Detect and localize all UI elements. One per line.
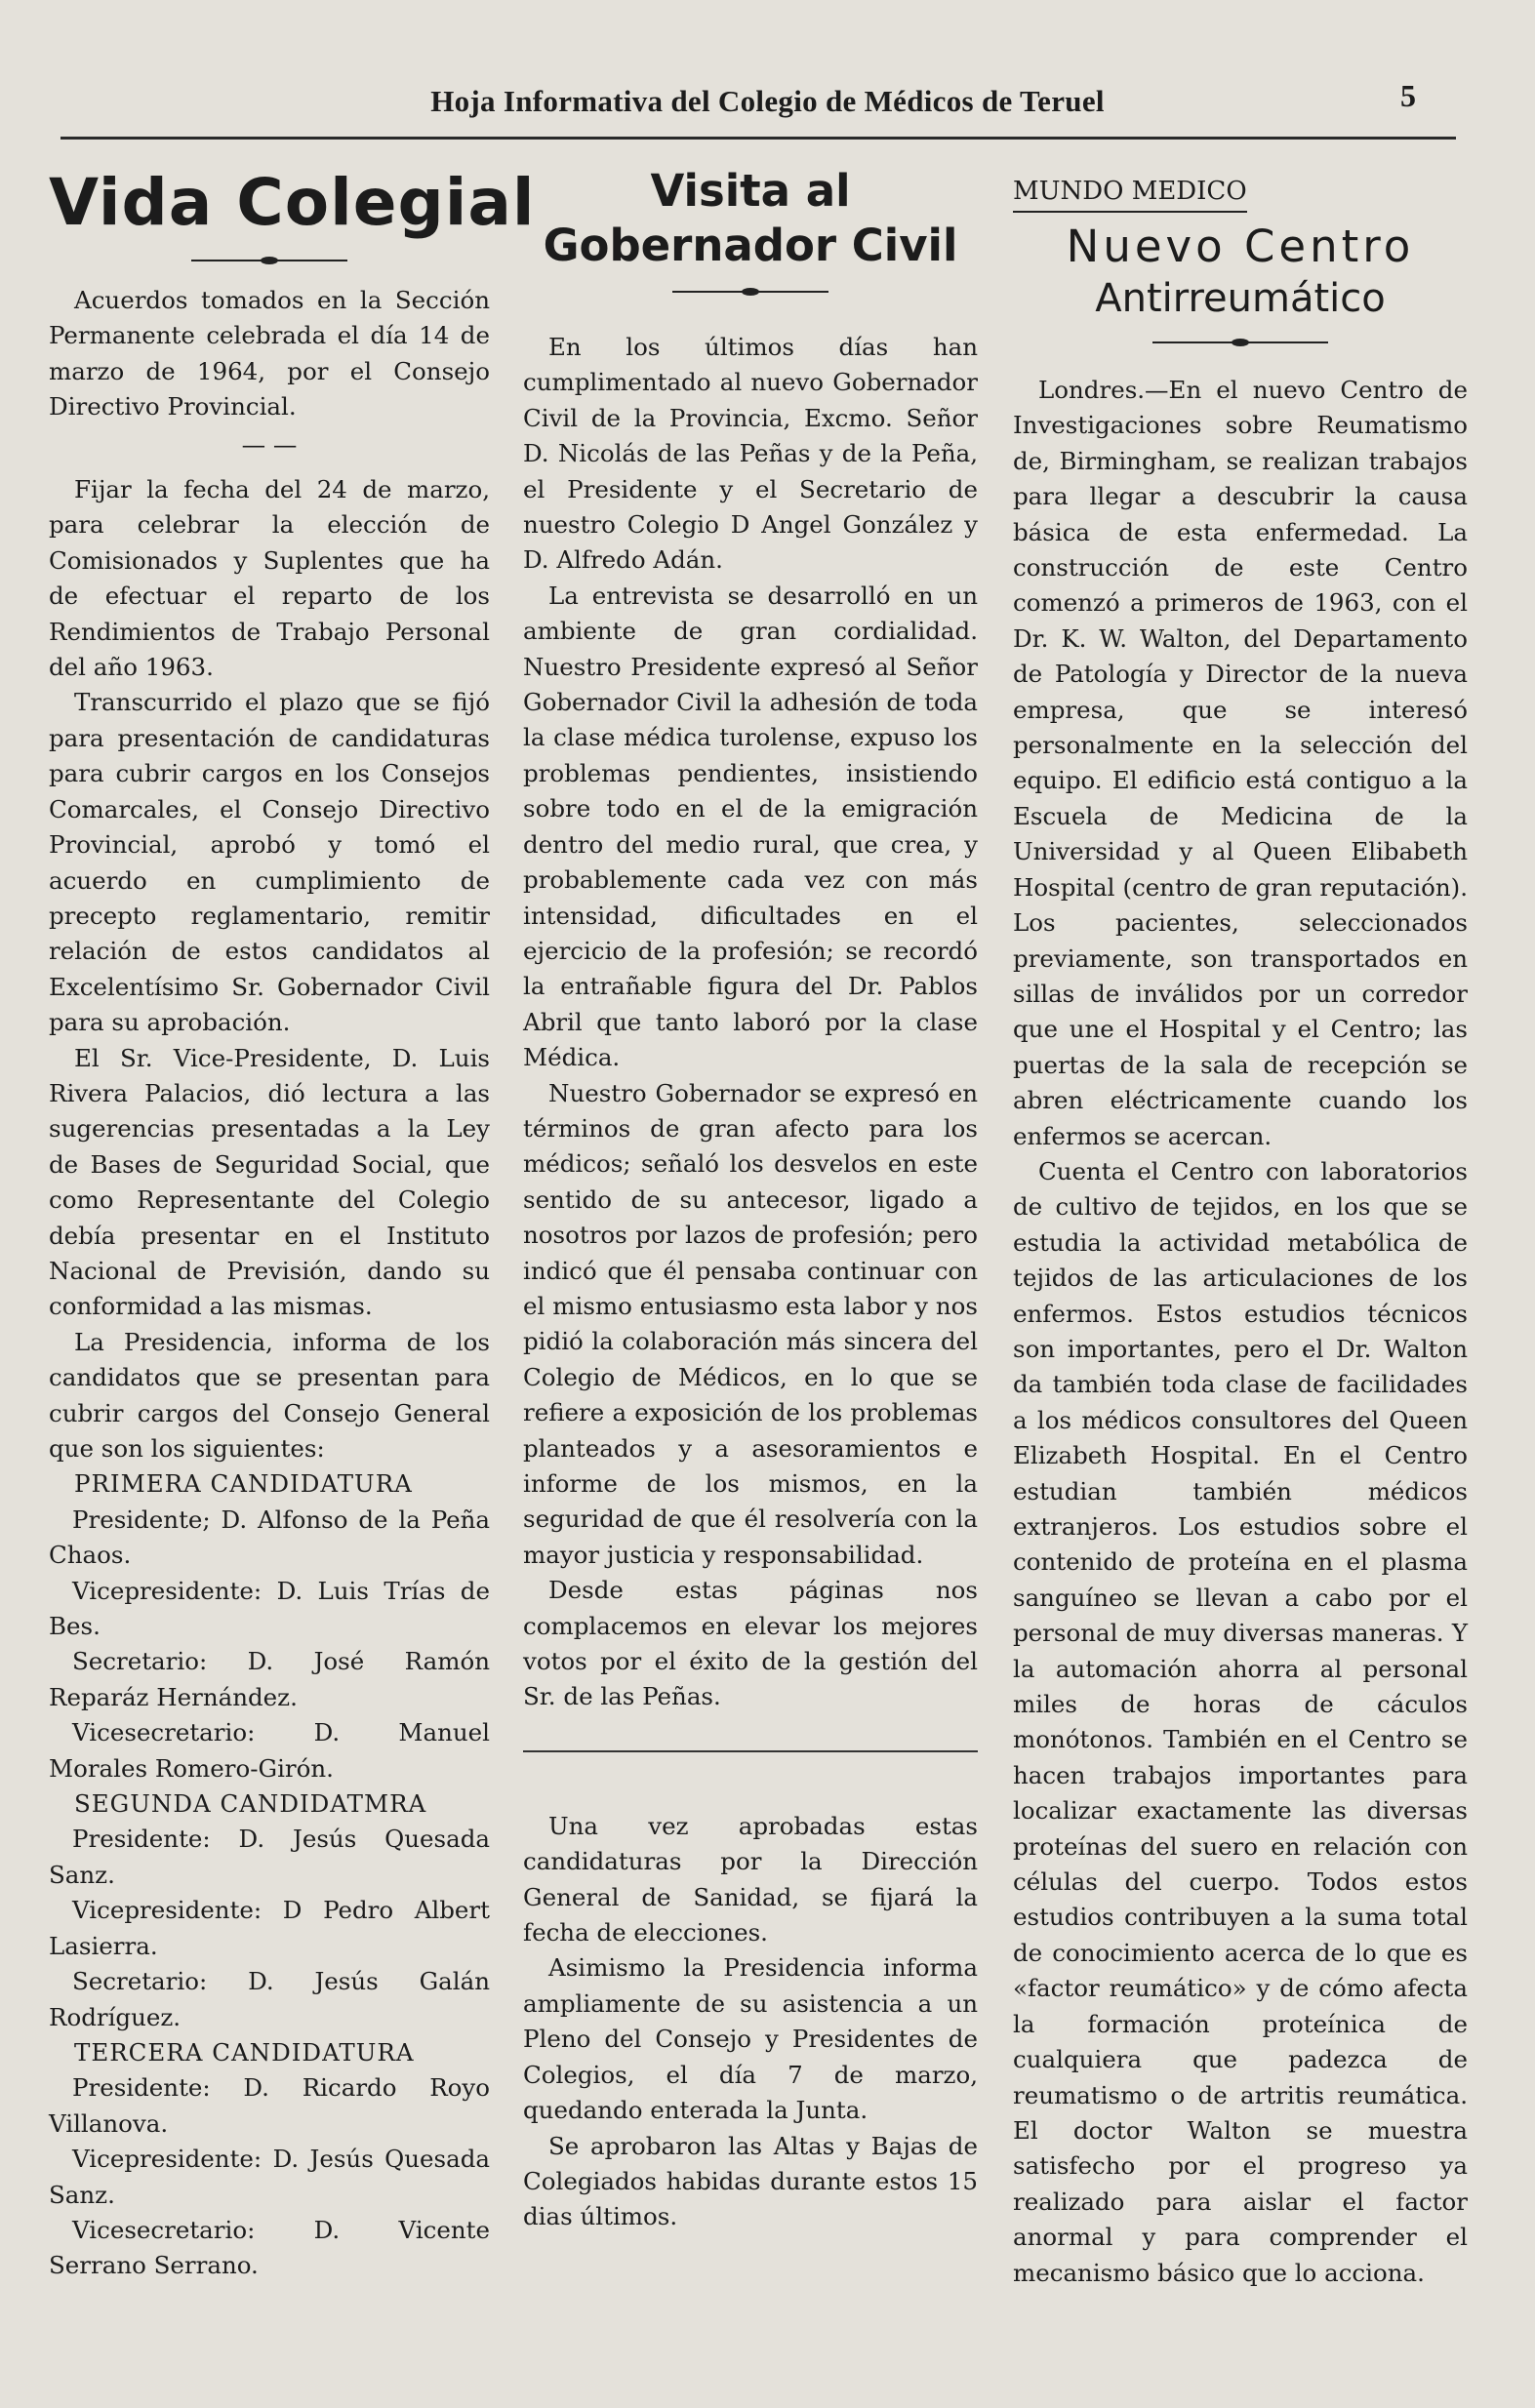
candidacy-heading: PRIMERA CANDIDATURA xyxy=(74,1469,413,1499)
page-number: 5 xyxy=(1400,78,1416,113)
column-vida-colegial xyxy=(49,164,536,2284)
paragraph: El Sr. Vice-Presidente, D. Luis Rivera Palacios, dió lectura a las sugerencias presentadas a la Ley de Bases de Seguridad Social, que como Representante del Colegio debía presentar en el Instituto Nacional de Previsión, dando su conformidad a las mismas. xyxy=(49,1043,490,1321)
candidate-entry: Presidente: D. Jesús Quesada Sanz. xyxy=(49,1825,490,1889)
paragraph: Fijar la fecha del 24 de marzo, para celebrar la elección de Comisionados y Suplentes que ha de efectuar el reparto de los Rendimientos de Trabajo Personal del año 1963. xyxy=(49,475,490,682)
paragraph: Se aprobaron las Altas y Bajas de Colegiados habidas durante estos 15 dias últimos. xyxy=(523,2131,978,2231)
section-rule xyxy=(523,1750,978,1752)
article-title: Vida Colegial xyxy=(49,165,536,240)
candidate-entry: Vicepresidente: D Pedro Albert Lasierra. xyxy=(49,1896,490,1960)
candidate-entry: Vicepresidente: D. Jesús Quesada Sanz. xyxy=(49,2145,490,2209)
section-label: MUNDO MEDICO xyxy=(1013,174,1247,213)
article-title-line1: Visita al xyxy=(650,165,851,217)
page-header xyxy=(0,76,1535,125)
candidate-entry: Presidente: D. Ricardo Royo Villanova. xyxy=(49,2073,490,2138)
paragraph: La Presidencia, informa de los candidatos que se presentan para cubrir cargos del Consejo General que son los siguientes: xyxy=(49,1327,490,1463)
paragraph: Transcurrido el plazo que se fijó para presentación de candidaturas para cubrir cargos en los Consejos Comarcales, el Consejo Directivo Provincial, aprobó y tomó el acuerdo en cumplimiento de precepto reglamentario, remitir relación de estos candidatos al Excelentísimo Sr. Gobernador Civil para su aprobación. xyxy=(49,688,490,1037)
candidate-entry: Vicesecretario: D. Vicente Serrano Serrano. xyxy=(49,2215,490,2280)
paragraph: La entrevista se desarrolló en un ambiente de gran cordialidad. Nuestro Presidente expresó al Señor Gobernador Civil la adhesión de toda la clase médica turolense, expuso los problemas pendientes, insistiendo sobre todo en el de la emigración dentro del medio rural, que crea, y probablemente cada vez con más intensidad, dificultades en el ejercicio de la profesión; se recordó la entrañable figura del Dr. Pablos Abril que tanto laboró por la clase Médica. xyxy=(523,581,978,1072)
article-title-line2: Gobernador Civil xyxy=(543,220,958,271)
paragraph: Nuestro Gobernador se expresó en términos de gran afecto para los médicos; señaló los desvelos en este sentido de su antecesor, ligado a nosotros por lazos de profesión; pero indicó que él pensaba continuar con el mismo entusiasmo esta labor y nos pidió la colaboración más sincera del Colegio de Médicos, en lo que se refiere a exposición de los problemas planteados y a asesoramientos e informe de los mismos, en la seguridad de que él resolvería con la mayor justicia y responsabilidad. xyxy=(523,1078,978,1569)
column-visita-gobernador xyxy=(523,164,978,2235)
candidacy-heading: SEGUNDA CANDIDATMRA xyxy=(74,1789,427,1819)
candidate-entry: Secretario: D. Jesús Galán Rodríguez. xyxy=(49,1967,490,2031)
candidate-entry: Presidente; D. Alfonso de la Peña Chaos. xyxy=(49,1505,490,1570)
candidacy-heading: TERCERA CANDIDATURA xyxy=(74,2037,415,2067)
separator: — — xyxy=(241,429,298,459)
ornament-divider xyxy=(191,256,347,265)
paragraph: Cuenta el Centro con laboratorios de cultivo de tejidos, en los que se estudia la actividad metabólica de tejidos de las articulaciones de los enfermos. Estos estudios técnicos son importantes, pero el Dr. Walton da también toda clase de facilidades a los médicos consultores del Queen Elizabeth Hospital. En el Centro estudian también médicos extranjeros. Los estudios sobre el contenido de proteína en el plasma sanguíneo se llevan a cabo por el personal de muy diversas maneras. Y la automación ahorra al personal miles de horas de cáculos monótonos. También en el Centro se hacen trabajos importantes para localizar exactamente las diversas proteínas del suero en relación con células del cuerpo. Todos estos estudios contribuyen a la suma total de conocimiento acerca de lo que es «factor reumático» y de cómo afecta la formación proteínica de cualquiera que padezca de reumatismo o de artritis reumática. El doctor Walton se muestra satisfecho por el progreso ya realizado para aislar el factor anormal y para comprender el mecanismo básico que lo acciona. xyxy=(1013,1156,1468,2287)
intro-paragraph: Acuerdos tomados en la Sección Permanente celebrada el día 14 de marzo de 1964, por el Consejo Directivo Provincial. xyxy=(49,286,490,421)
paragraph: En los últimos días han cumplimentado al nuevo Gobernador Civil de la Provincia, Excmo. Señor D. Nicolás de las Peñas y de la Peña, el Presidente y el Secretario de nuestro Colegio D Angel González y D. Alfredo Adán. xyxy=(523,333,978,575)
candidate-entry: Vicesecretario: D. Manuel Morales Romero-Girón. xyxy=(49,1718,490,1783)
candidate-entry: Secretario: D. José Ramón Reparáz Hernández. xyxy=(49,1647,490,1711)
column-mundo-medico xyxy=(1013,164,1468,2291)
paragraph: Una vez aprobadas estas candidaturas por la Dirección General de Sanidad, se fijará la fecha de elecciones. xyxy=(523,1811,978,1947)
candidate-entry: Vicepresidente: D. Luis Trías de Bes. xyxy=(49,1576,490,1641)
article-title-line2: Antirreumático xyxy=(1095,276,1386,321)
header-title: Hoja Informativa del Colegio de Médicos de Teruel xyxy=(430,84,1105,118)
paragraph: Desde estas páginas nos complacemos en elevar los mejores votos por el éxito de la gestión del Sr. de las Peñas. xyxy=(523,1576,978,1711)
ornament-divider xyxy=(1152,338,1328,347)
paragraph: Asimismo la Presidencia informa ampliamente de su asistencia a un Pleno del Consejo y Presidentes de Colegios, el día 7 de marzo, quedando enterada la Junta. xyxy=(523,1953,978,2125)
ornament-divider xyxy=(672,287,828,297)
paragraph: Londres.—En el nuevo Centro de Investigaciones sobre Reumatismo de, Birmingham, se realizan trabajos para llegar a descubrir la causa básica de esta enfermedad. La construcción de este Centro comenzó a primeros de 1963, con el Dr. K. W. Walton, del Departamento de Patología y Director de la nueva empresa, que se interesó personalmente en la selección del equipo. El edificio está contiguo a la Escuela de Medicina de la Universidad y al Queen Elibabeth Hospital (centro de gran reputación). Los pacientes, seleccionados previamente, son transportados en sillas de inválidos por un corredor que une el Hospital y el Centro; las puertas de la sala de recepción se abren eléctricamente cuando los enfermos se acercan. xyxy=(1013,376,1468,1150)
article-title-line1: Nuevo Centro xyxy=(1066,221,1415,272)
header-rule xyxy=(61,137,1456,140)
